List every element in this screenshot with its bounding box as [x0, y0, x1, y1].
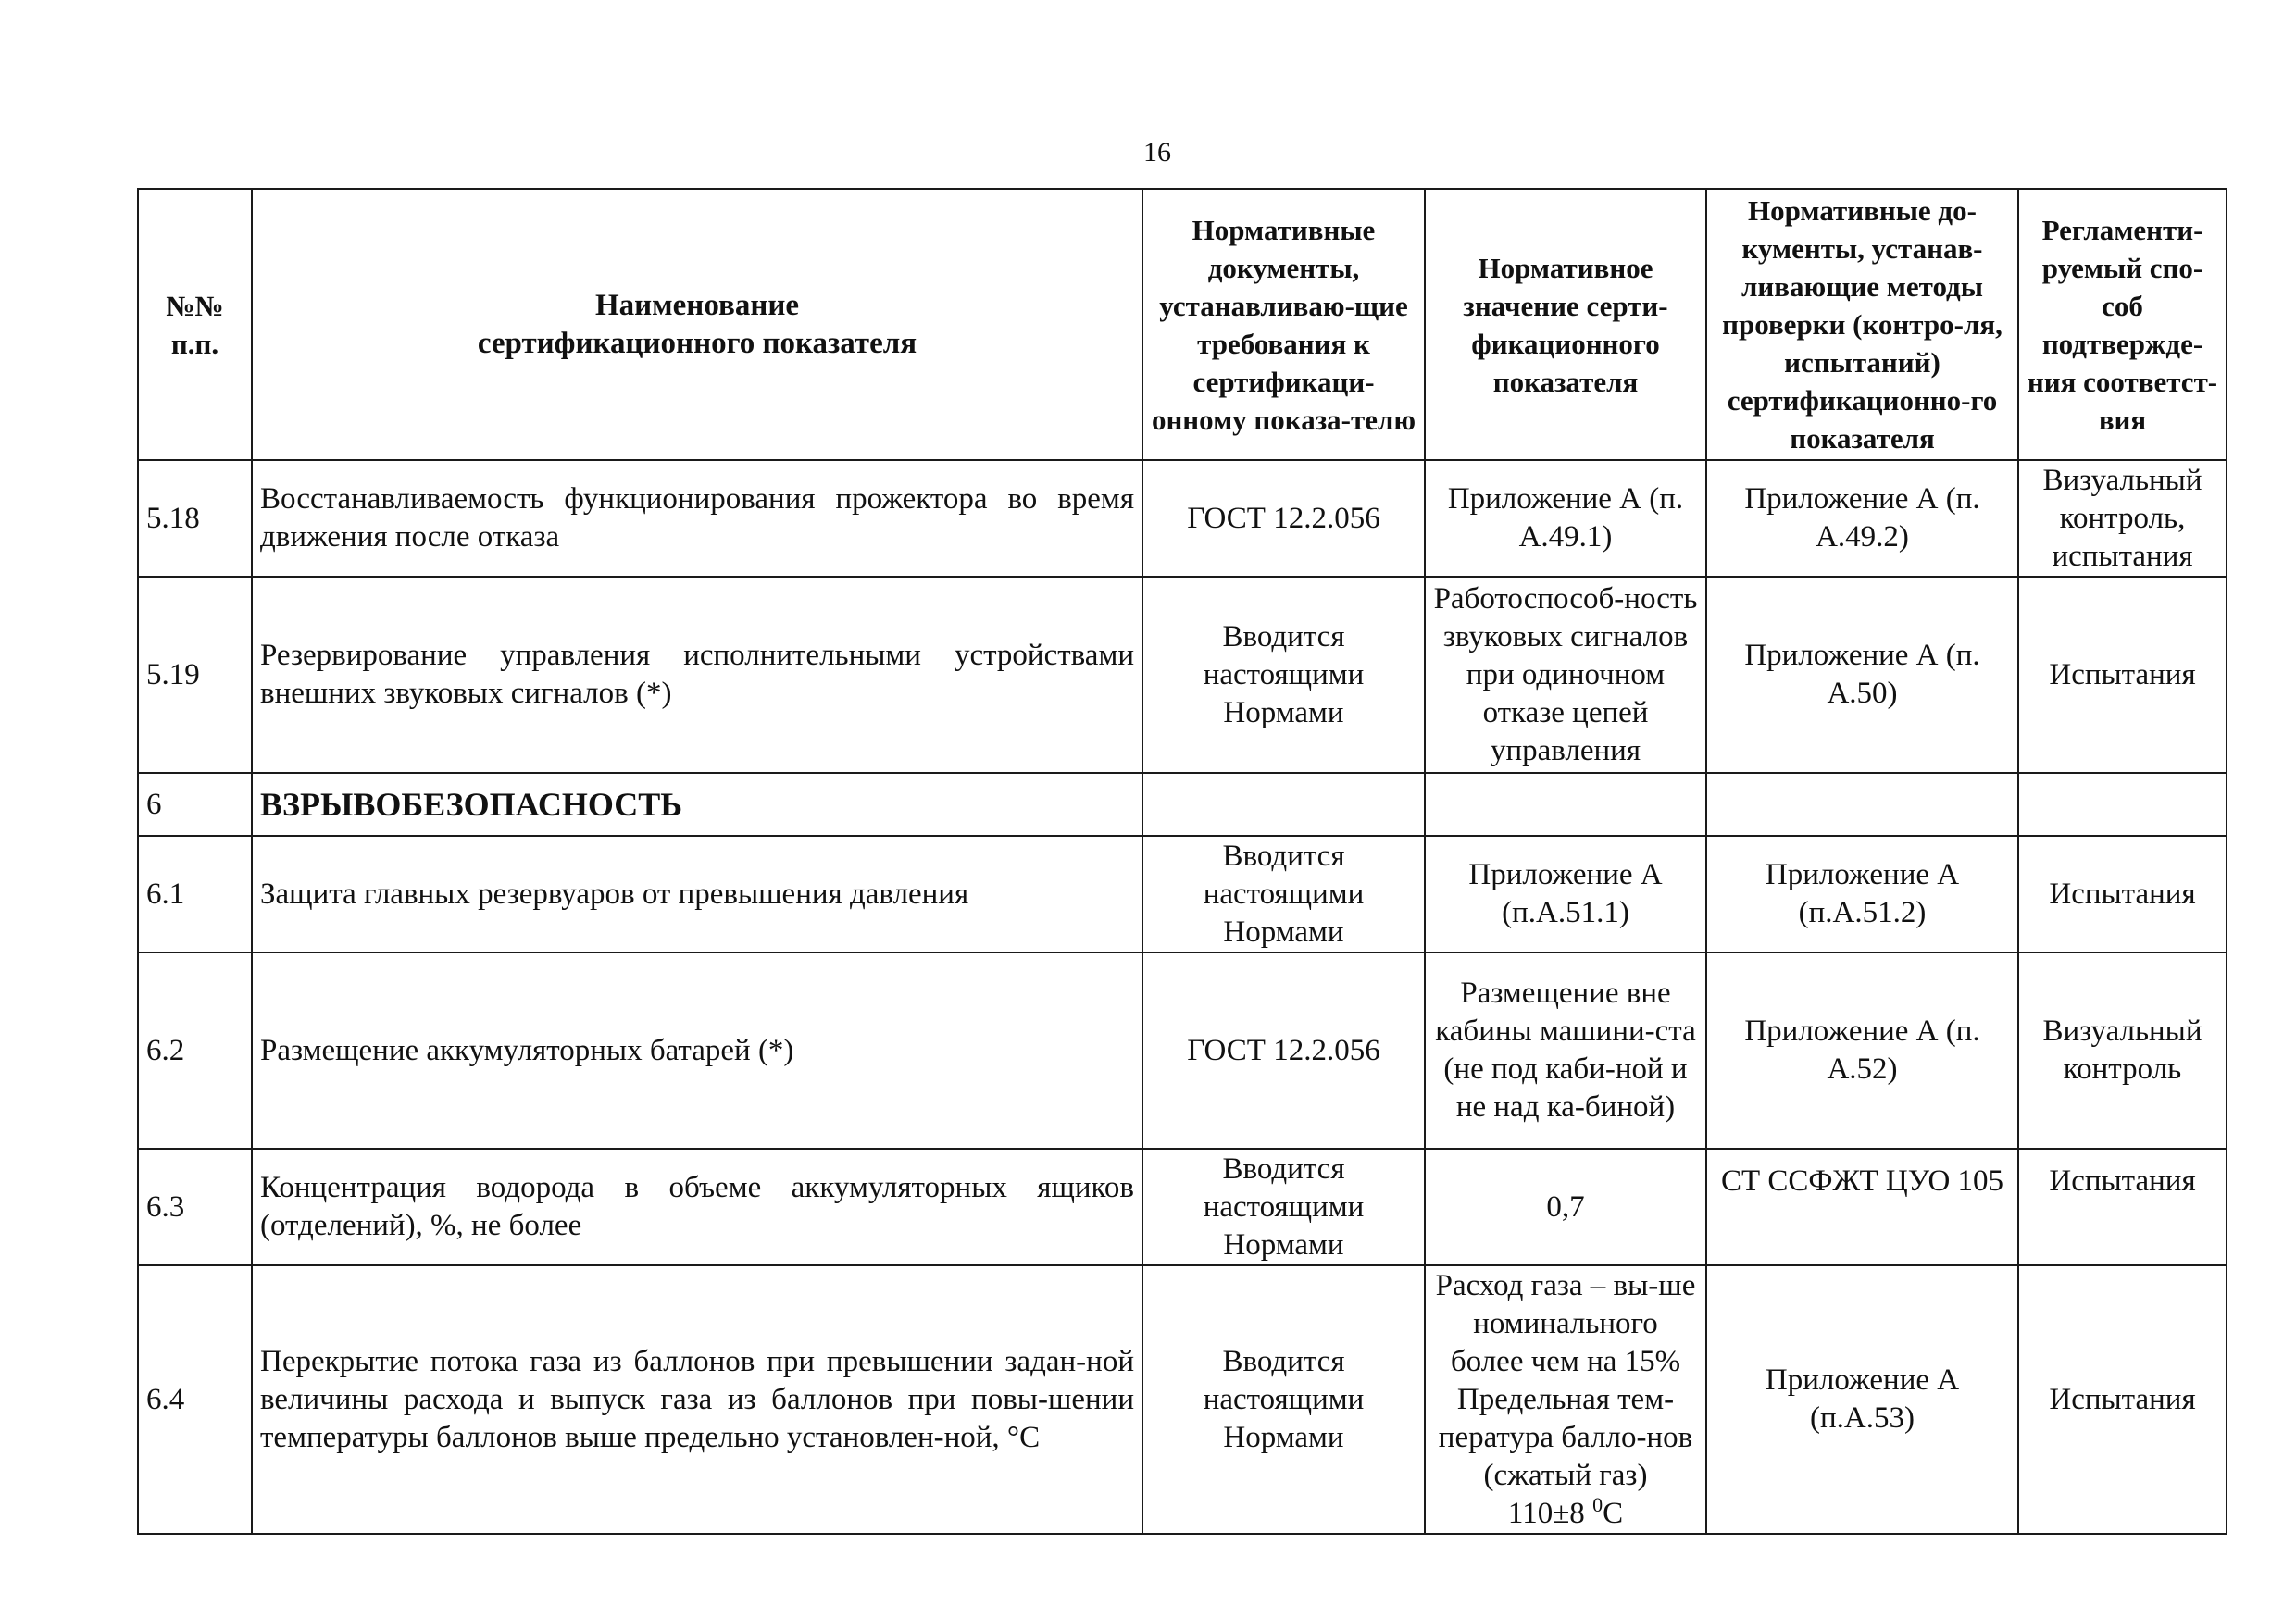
- row-norm-docs: ГОСТ 12.2.056: [1142, 460, 1425, 577]
- row-name: Резервирование управления исполнительными устройствами внешних звуковых сигналов (*): [252, 577, 1142, 773]
- table-row: [138, 460, 2227, 577]
- row-test-docs: Приложение А (п. А.50): [1706, 577, 2018, 773]
- row-name: Защита главных резервуаров от превышения давления: [252, 836, 1142, 952]
- row-norm-value: Работоспособ-ность звуковых сигналов при одиночном отказе цепей управления: [1425, 577, 1706, 773]
- section-row: [138, 773, 2227, 836]
- row-norm-value: Приложение А (п. А.49.1): [1425, 460, 1706, 577]
- page-number: 16: [1143, 137, 1171, 168]
- section-num: 6: [138, 773, 252, 836]
- row-confirm: Визуальный контроль: [2018, 952, 2227, 1149]
- header-norm-value: Нормативное значение серти-фикационного показателя: [1425, 189, 1706, 460]
- row-norm-docs: Вводится настоящими Нормами: [1142, 836, 1425, 952]
- row-norm-value: Размещение вне кабины машини-ста (не под каби-ной и не над ка-биной): [1425, 952, 1706, 1149]
- row-confirm: Испытания: [2018, 1149, 2227, 1265]
- row-norm-docs: Вводится настоящими Нормами: [1142, 1265, 1425, 1534]
- norm-value-flow: Расход газа – вы-ше номинального более чем на 15%: [1435, 1268, 1696, 1378]
- row-num: 6.1: [138, 836, 252, 952]
- certification-table: [137, 188, 2227, 1535]
- row-num: 6.2: [138, 952, 252, 1149]
- row-test-docs: Приложение А (п.А.51.2): [1706, 836, 2018, 952]
- empty-cell: [2018, 773, 2227, 836]
- row-name: Размещение аккумуляторных батарей (*): [252, 952, 1142, 1149]
- header-test-docs: Нормативные до-кументы, устанав-ливающие методы проверки (контро-ля, испытаний) сертификационно-го показателя: [1706, 189, 2018, 460]
- section-title: ВЗРЫВОБЕЗОПАСНОСТЬ: [252, 773, 1142, 836]
- norm-value-temp-number: 110±8 $^0$С: [1507, 1492, 1624, 1530]
- table-row: [138, 1265, 2227, 1534]
- row-norm-value: Приложение А (п.А.51.1): [1425, 836, 1706, 952]
- row-num: 6.4: [138, 1265, 252, 1534]
- row-confirm: Испытания: [2018, 1265, 2227, 1534]
- table-row: [138, 952, 2227, 1149]
- row-test-docs: Приложение А (п. А.49.2): [1706, 460, 2018, 577]
- row-norm-docs: ГОСТ 12.2.056: [1142, 952, 1425, 1149]
- row-name: Концентрация водорода в объеме аккумуляторных ящиков (отделений), %, не более: [252, 1149, 1142, 1265]
- empty-cell: [1706, 773, 2018, 836]
- row-name: Перекрытие потока газа из баллонов при превышении задан-ной величины расхода и выпуск газа из баллонов при повы-шении температуры баллонов выше предельно установлен-ной, °С: [252, 1265, 1142, 1534]
- row-norm-value: [1425, 1265, 1706, 1534]
- table-row: [138, 836, 2227, 952]
- table-row: [138, 1149, 2227, 1265]
- header-name: Наименование сертификационного показателя: [252, 189, 1142, 460]
- row-test-docs: Приложение А (п. А.52): [1706, 952, 2018, 1149]
- row-norm-docs: Вводится настоящими Нормами: [1142, 1149, 1425, 1265]
- header-row: [138, 189, 2227, 460]
- empty-cell: [1142, 773, 1425, 836]
- row-test-docs: СТ ССФЖТ ЦУО 105: [1706, 1149, 2018, 1265]
- header-num: №№ п.п.: [138, 189, 252, 460]
- row-norm-value: 0,7: [1425, 1149, 1706, 1265]
- table-row: [138, 577, 2227, 773]
- row-num: 6.3: [138, 1149, 252, 1265]
- norm-value-temp: Предельная тем-пература балло-нов (сжатый газ): [1438, 1382, 1693, 1492]
- row-confirm: Испытания: [2018, 836, 2227, 952]
- row-norm-docs: Вводится настоящими Нормами: [1142, 577, 1425, 773]
- empty-cell: [1425, 773, 1706, 836]
- header-confirm: Регламенти-руемый спо-соб подтвержде-ния соответст-вия: [2018, 189, 2227, 460]
- row-num: 5.18: [138, 460, 252, 577]
- row-confirm: Визуальный контроль, испытания: [2018, 460, 2227, 577]
- row-test-docs: Приложение А (п.А.53): [1706, 1265, 2018, 1534]
- row-confirm: Испытания: [2018, 577, 2227, 773]
- row-name: Восстанавливаемость функционирования прожектора во время движения после отказа: [252, 460, 1142, 577]
- row-num: 5.19: [138, 577, 252, 773]
- header-norm-docs: Нормативные документы, устанавливаю-щие требования к сертификаци-онному показа-телю: [1142, 189, 1425, 460]
